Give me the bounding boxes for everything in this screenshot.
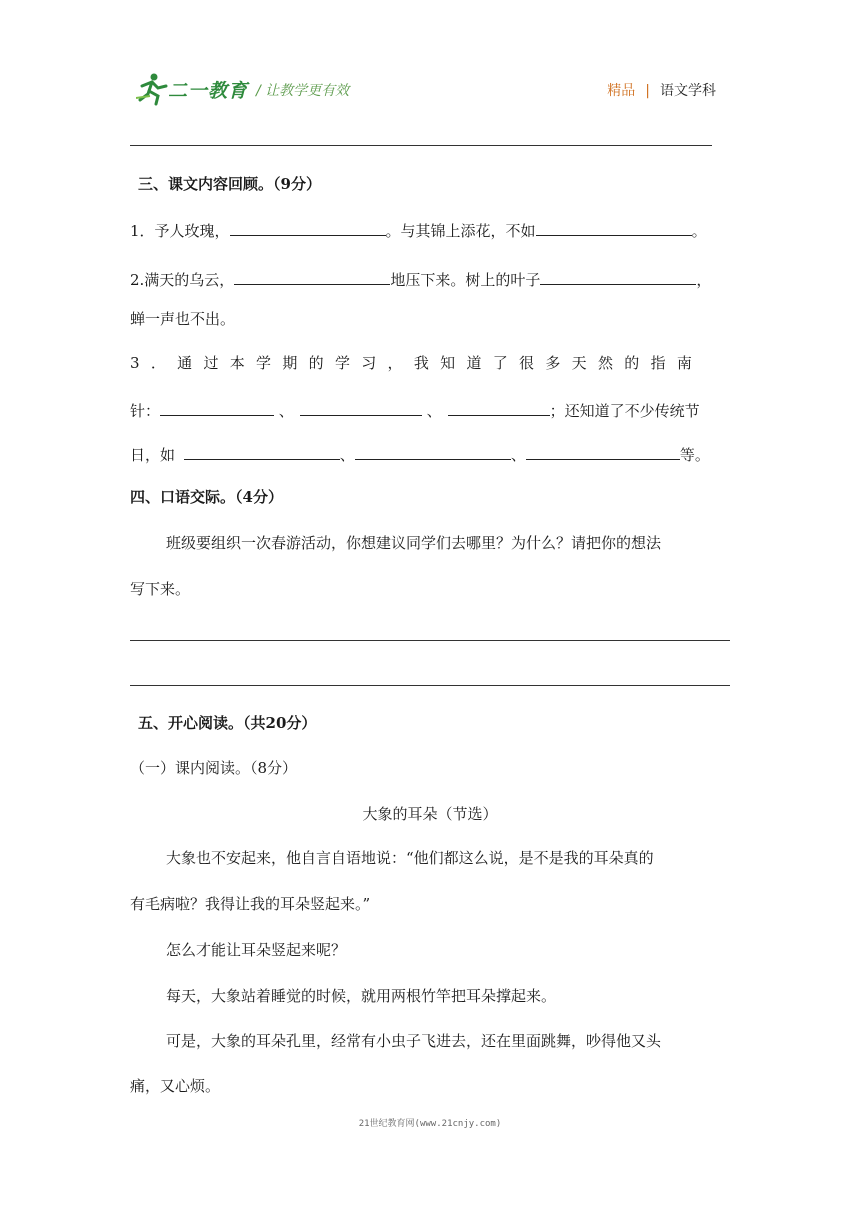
q3-blank-2[interactable] bbox=[300, 399, 422, 416]
q3-blank-4[interactable] bbox=[184, 443, 340, 460]
subject-tag bbox=[607, 80, 716, 100]
question-1 bbox=[130, 219, 707, 241]
passage-para-2: 怎么才能让耳朵竖起来呢？ bbox=[166, 941, 347, 959]
q2-text-a: 2.满天的乌云， bbox=[130, 271, 235, 289]
q3-blank-1[interactable] bbox=[160, 399, 274, 416]
q3-sep-2: 、 bbox=[426, 402, 442, 420]
section4-title: 四、口语交际。（4分） bbox=[130, 488, 283, 506]
answer-line-1[interactable] bbox=[130, 640, 730, 641]
passage-para-4-line-1: 可是，大象的耳朵孔里，经常有小虫子飞进去，还在里面跳舞，吵得他又头 bbox=[166, 1032, 662, 1050]
question-3-line-2 bbox=[130, 399, 700, 421]
q3-text-b2: ；还知道了不少传统节 bbox=[549, 402, 700, 420]
quality-tag: 精品 bbox=[607, 83, 636, 99]
section5-subheading: （一）课内阅读。（8分） bbox=[130, 759, 298, 777]
section4-prompt-line-2: 写下来。 bbox=[130, 580, 191, 598]
q1-text-c: 。 bbox=[691, 222, 707, 240]
q2-continuation: 蝉一声也不出。 bbox=[130, 310, 236, 328]
q3-sep-3: 、 bbox=[339, 446, 355, 464]
question-3-line-1: 3．通过本学期的学习，我知道了很多天然的指南 bbox=[130, 354, 704, 372]
q2-blank-1[interactable] bbox=[234, 268, 390, 285]
question-3-line-3 bbox=[130, 443, 710, 465]
page-footer: 21世纪教育网(www.21cnjy.com) bbox=[358, 1119, 502, 1129]
passage-para-4-line-2: 痛，又心烦。 bbox=[130, 1077, 221, 1095]
q2-blank-2[interactable] bbox=[540, 268, 696, 285]
page-header bbox=[136, 72, 716, 108]
q1-text-b: 。与其锦上添花，不如 bbox=[385, 222, 536, 240]
q3-sep-4: 、 bbox=[510, 446, 526, 464]
q1-blank-1[interactable] bbox=[230, 219, 386, 236]
section5-title: 五、开心阅读。（共20分） bbox=[138, 714, 317, 732]
q1-text-a: 1．予人玫瑰， bbox=[130, 222, 230, 240]
answer-line-2[interactable] bbox=[130, 685, 730, 686]
section4-prompt-line-1: 班级要组织一次春游活动，你想建议同学们去哪里？为什么？请把你的想法 bbox=[166, 534, 662, 552]
subject-label: 语文学科 bbox=[660, 83, 716, 99]
q3-text-c2: 等。 bbox=[679, 446, 710, 464]
q3-sep-1: 、 bbox=[278, 402, 294, 420]
brand-slogan: / 让教学更有效 bbox=[256, 83, 350, 99]
q3-blank-6[interactable] bbox=[526, 443, 680, 460]
passage-para-1-line-1: 大象也不安起来，他自言自语地说：“他们都这么说，是不是我的耳朵真的 bbox=[166, 849, 654, 867]
q3-blank-3[interactable] bbox=[448, 399, 550, 416]
q1-blank-2[interactable] bbox=[536, 219, 692, 236]
passage-para-3: 每天，大象站着睡觉的时候，就用两根竹竿把耳朵撑起来。 bbox=[166, 987, 557, 1005]
passage-title: 大象的耳朵（节选） bbox=[362, 805, 498, 823]
q2-text-b: 地压下来。树上的叶子 bbox=[390, 271, 541, 289]
section3-title: 三、课文内容回顾。（9分） bbox=[138, 175, 321, 193]
question-2 bbox=[130, 268, 711, 290]
q3-blank-5[interactable] bbox=[355, 443, 511, 460]
q3-text-c1: 日，如 bbox=[130, 446, 176, 464]
q2-text-c: ， bbox=[696, 271, 712, 289]
q3-text-b1: 针： bbox=[130, 402, 161, 420]
header-rule bbox=[130, 145, 712, 146]
brand-name: 二一教育 bbox=[168, 80, 249, 102]
tag-separator: | bbox=[645, 83, 650, 99]
passage-para-1-line-2: 有毛病啦？我得让我的耳朵竖起来。” bbox=[130, 895, 371, 913]
